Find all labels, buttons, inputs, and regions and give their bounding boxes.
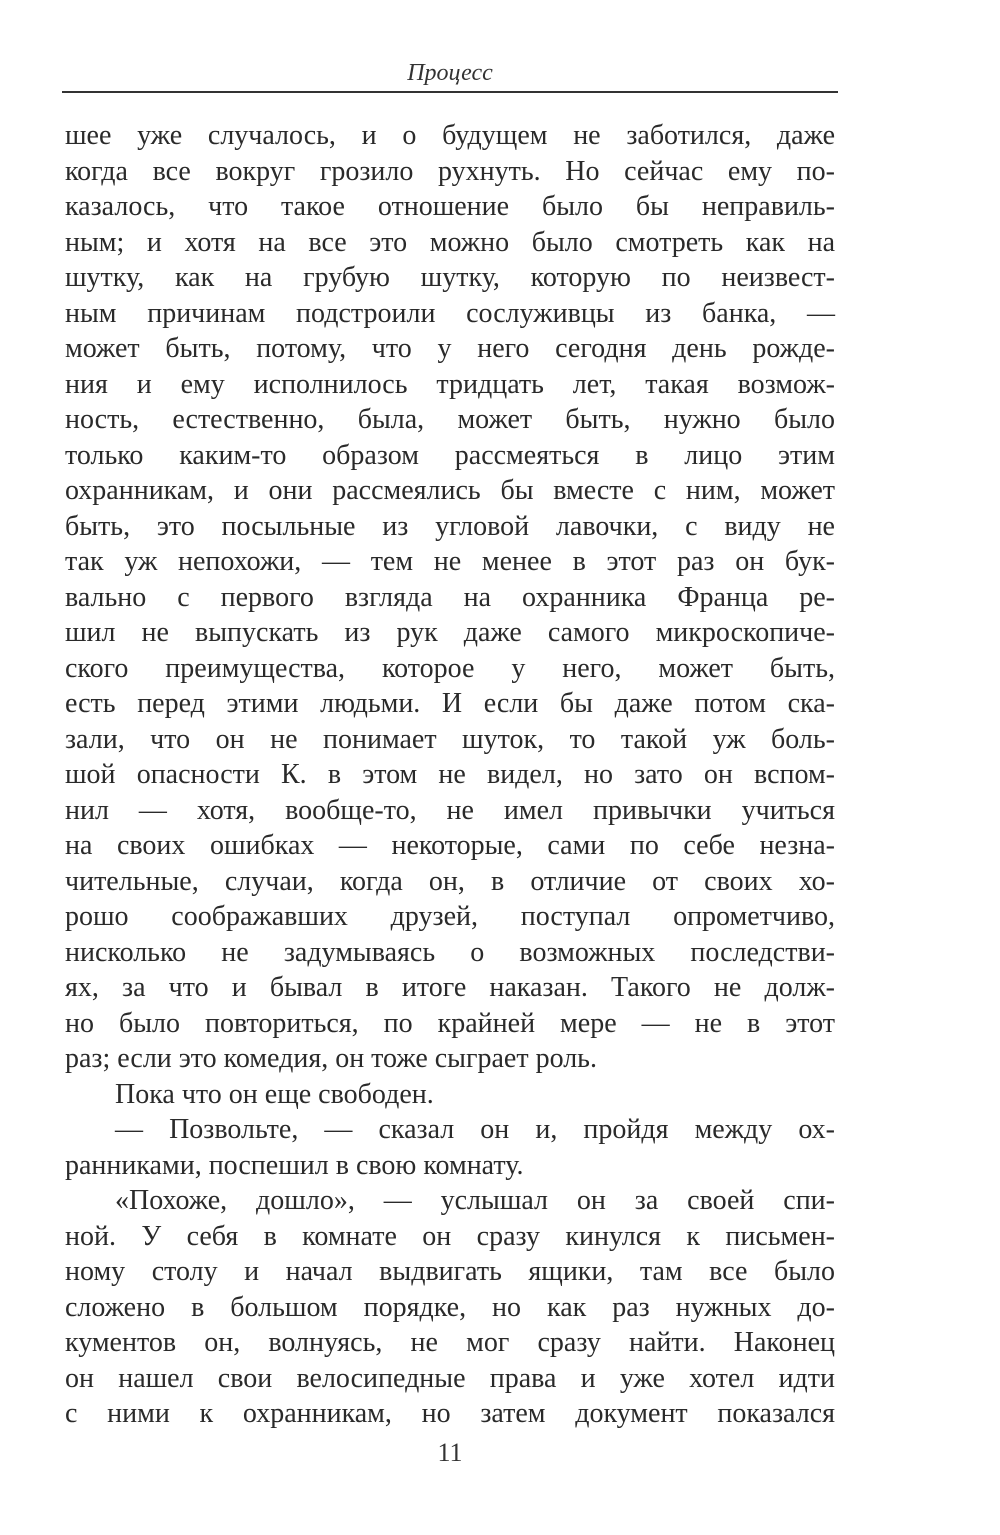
text-line: ному столу и начал выдвигать ящики, там все было [65,1256,835,1287]
text-line: нисколько не задумываясь о возможных последстви- [65,936,835,968]
text-line: может быть, потому, что у него сегодня день рожде- [65,333,835,364]
text-line: казалось, что такое отношение было бы неправиль- [65,191,835,222]
text-line: рошо соображавших друзей, поступал опрометчиво, [65,901,835,932]
text-line: ность, естественно, была, может быть, нужно было [65,404,835,435]
text-line: чительные, случаи, когда он, в отличие от своих хо- [65,865,835,897]
text-line: — Позвольте, — сказал он и, пройдя между ох- [115,1114,835,1145]
text-line: шутку, как на грубую шутку, которую по неизвест- [65,262,835,293]
page-number: 11 [437,1438,463,1467]
text-line: он нашел свои велосипедные права и уже хотел идти [65,1362,835,1394]
text-line: вально с первого взгляда на охранника Франца ре- [65,581,835,613]
text-line: охранникам, и они рассмеялись бы вместе с ним, может [65,475,835,506]
text-line: ского преимущества, которое у него, может быть, [65,652,835,684]
text-line: кументов он, волнуясь, не мог сразу найти. Наконец [65,1327,835,1358]
text-line: ным причинам подстроили сослуживцы из банка, — [65,297,835,329]
text-line: шее уже случалось, и о будущем не заботился, даже [65,120,835,151]
text-line: Пока что он еще свободен. [115,1078,434,1110]
body-text [65,118,835,1432]
text-line: с ними к охранникам, но затем документ показался [65,1398,835,1429]
text-line: ным; и хотя на все это можно было смотреть как на [65,226,835,258]
text-line: сложено в большом порядке, но как раз нужных до- [65,1291,835,1323]
text-line: есть перед этими людьми. И если бы даже потом ска- [65,688,835,719]
text-line: нил — хотя, вообще-то, не имел привычки учиться [65,794,835,826]
text-line: ранниками, поспешил в свою комнату. [65,1149,524,1181]
text-line: на своих ошибках — некоторые, сами по себе незна- [65,830,835,861]
text-line: только каким-то образом рассмеяться в лицо этим [65,439,835,471]
text-line: зали, что он не понимает шуток, то такой уж боль- [65,723,835,755]
text-line: «Похоже, дошло», — услышал он за своей спи- [115,1185,835,1216]
text-line: шил не выпускать из рук даже самого микроскопиче- [65,617,835,648]
text-line: но было повториться, по крайней мере — не в этот [65,1007,835,1039]
text-line: ной. У себя в комнате он сразу кинулся к письмен- [65,1220,835,1252]
text-line: быть, это посыльные из угловой лавочки, с виду не [65,510,835,542]
text-line: раз; если это комедия, он тоже сыграет роль. [65,1043,597,1074]
text-line: ях, за что и бывал в итоге наказан. Такого не долж- [65,972,835,1003]
text-line: когда все вокруг грозило рухнуть. Но сейчас ему по- [65,155,835,187]
text-line: так уж непохожи, — тем не менее в этот раз он бук- [65,546,835,577]
running-head: Процесс [407,60,493,86]
text-line: шой опасности К. в этом не видел, но зато он вспом- [65,759,835,790]
header-rule [62,91,838,93]
text-line: ния и ему исполнилось тридцать лет, такая возмож- [65,368,835,400]
